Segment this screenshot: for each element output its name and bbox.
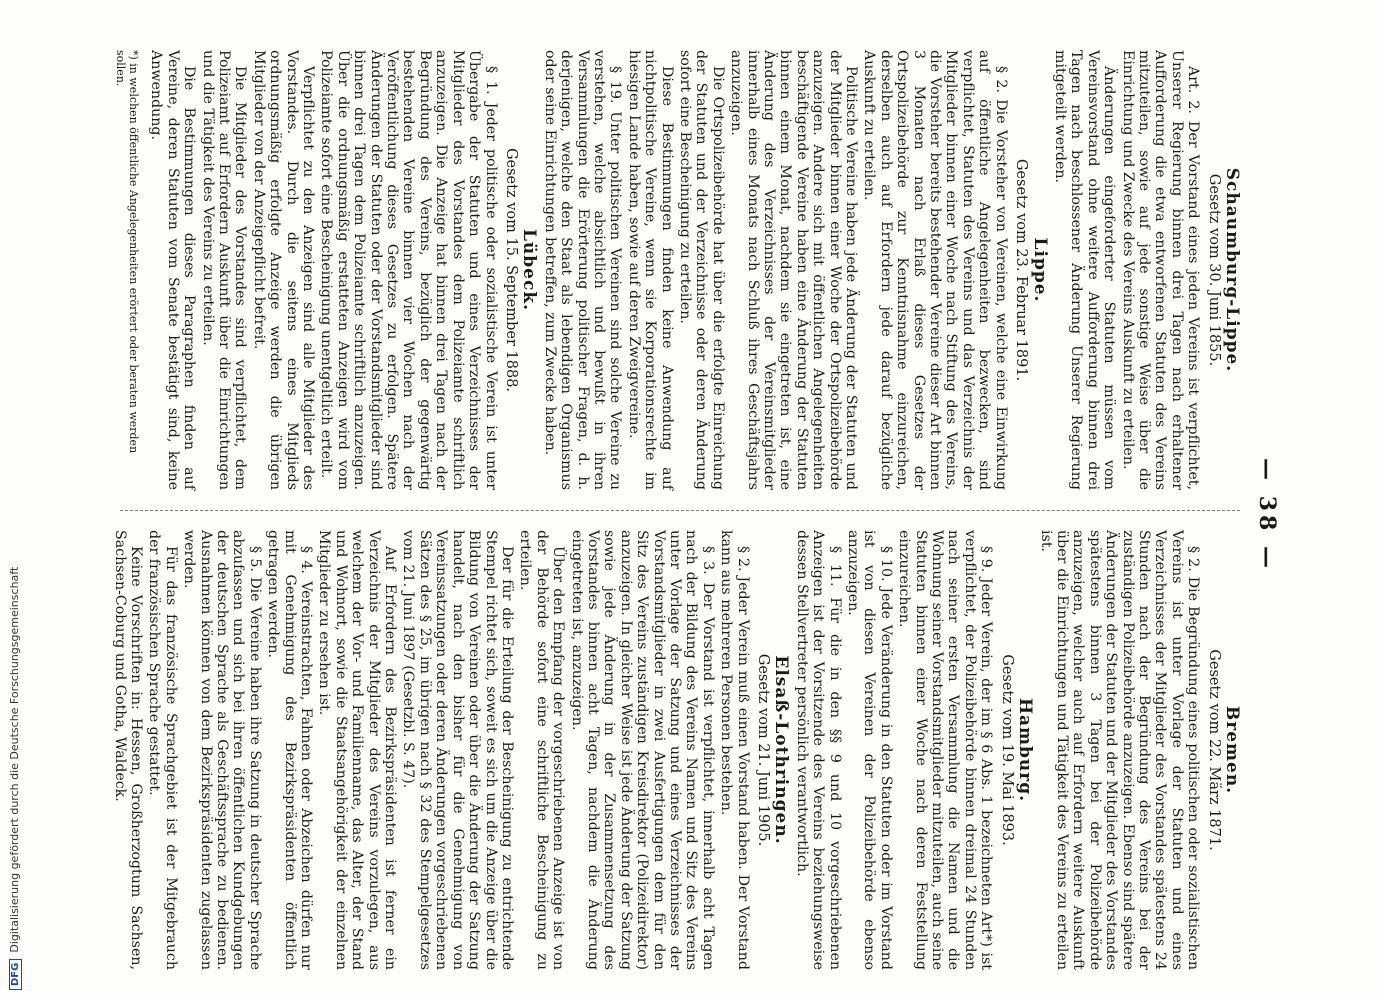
paragraph: Auf Erfordern des Bezirkspräsidenten ist ferner ein Verzeichnis der Mitglieder des Vereins vorzulegen, aus welchem der Vor- und Familienname, das Alter, der Stand und Wohnort, sowie die Staatsangehörigkeit der einzelnen Mitglieder zu ersehen ist.	[316, 530, 399, 970]
paragraph: Über den Empfang der vorgeschriebenen Anzeige ist von der Behörde sofort eine schriftliche Bescheinigung zu erteilen.	[517, 530, 567, 970]
paragraph: Diese Bestimmungen finden keine Anwendung auf nichtpolitische Vereine, wenn sie Korporationsrechte im hiesigen Lande haben, sowie auf deren Zweigvereine.	[625, 50, 675, 490]
column-separator	[120, 510, 1240, 511]
paragraph: Für das französische Sprachgebiet ist der Mitgebrauch der französischen Sprache gestattet.	[146, 530, 179, 970]
rotated-content	[100, 50, 1280, 980]
paragraph: Die Ortspolizeibehörde hat über die erfolgte Einreichung der Statuten und der Verzeichnisse oder deren Änderung sofort eine Bescheinigung zu erteilen.	[677, 50, 726, 490]
paragraph: Keine Vorschriften in: Hessen, Großherzogtum Sachsen, Sachsen-Coburg und Gotha, Waldeck.	[111, 530, 144, 970]
section-title: Lippe.	[1029, 237, 1050, 303]
paragraph: Politische Vereine haben jede Änderung der Statuten und der Mitglieder binnen einer Woche der Ortspolizeibehörde anzuzeigen. Andere sich mit öffentlichen Angelegenheiten beschäftigende Vereine haben eine Änderung der Statuten binnen einem Monat, nachdem sie eingetreten ist, eine Änderung des Verzeichnisses der Vereinsmitglieder innerhalb eines Monats nach Schluß ihres Geschäftsjahrs anzuzeigen.	[728, 50, 860, 490]
section-title: Lübeck.	[519, 228, 540, 312]
law-date: Gesetz vom 30. Juni 1855.	[1205, 173, 1222, 367]
left-column	[146, 50, 1244, 490]
paragraph: Art. 2. Der Vorstand eines jeden Vereins ist verpflichtet, Unserer Regierung binnen drei Tagen nach erhaltener Aufforderung die etwa entworfenen Statuten des Vereins mitzuteilen, sowie auf jede sonstige Weise über die Einrichtung und Zwecke des Vereins Auskunft zu erteilen.	[1119, 50, 1202, 490]
paragraph: § 11. Für die in den §§ 9 und 10 vorgeschriebenen Anzeigen ist der Vorsitzende des Vereins beziehungsweise dessen Stellvertreter persönlich verantwortlich.	[793, 530, 843, 970]
law-date: Gesetz vom 15. September 1888.	[502, 147, 519, 393]
paragraph: § 5. Die Vereine haben ihre Satzung in deutscher Sprache abzufassen und sich bei ihren öffentlichen Kundgebungen der deutschen Sprache als Geschäftssprache zu bedienen. Ausnahmen können von dem Bezirkspräsidenten zugelassen werden.	[181, 530, 263, 970]
law-date: Gesetz vom 21. Juni 1905.	[755, 653, 772, 847]
section-title: Hamburg.	[1015, 697, 1036, 803]
dfg-logo: DFG	[9, 959, 22, 990]
section-title: Bremen.	[1222, 705, 1242, 795]
paragraph: Die Mitglieder des Vorstandes sind verpflichtet, dem Polizeiamt auf Erfordern Auskunft über die Einrichtungen und die Tätigkeit des Vereins zu erteilen.	[199, 50, 249, 490]
law-date: Gesetz vom 19. Mai 1893.	[998, 654, 1015, 846]
paragraph: § 3. Der Vorstand ist verpflichtet, innerhalb acht Tagen nach der Bildung des Vereins Namen und Sitz des Vereins unter Vorlage der Satzung und eines Verzeichnisses der Vorstandsmitglieder in zwei Ausfertigungen dem für den Sitz des Vereins zuständigen Kreisdirektor (Polizeidirektor) anzuzeigen. In gleicher Weise ist jede Änderung der Satzung sowie jede Änderung in der Zusammensetzung des Vorstandes binnen acht Tagen, nachdem die Änderung eingetreten ist, anzuzeigen.	[568, 530, 716, 970]
section-title: Schaumburg-Lippe.	[1222, 167, 1242, 373]
paragraph: Die Bestimmungen dieses Paragraphen finden auf Vereine, deren Statuten vom Senate bestätigt sind, keine Anwendung.	[148, 50, 198, 490]
paragraph: Verpflichtet zu den Anzeigen sind alle Mitglieder des Vorstandes. Durch die seitens eines Mitglieds ordnungsmäßig erfolgte Anzeige werden die übrigen Mitglieder von der Anzeigepflicht befreit.	[250, 50, 317, 490]
footnote: *) in welchen öffentliche Angelegenheiten erörtert oder beraten werden sollen.	[114, 50, 140, 454]
credit-text: Digitalisierung gefördert durch die Deutsche Forschungsgemeinschaft	[8, 566, 21, 953]
page-number: — 38 —	[1254, 458, 1280, 572]
paragraph: § 9. Jeder Verein, der im § 6 Abs. 1 bezeichneten Art*) ist verpflichtet, der Polizeibehörde binnen dreimal 24 Stunden nach seiner ersten Versammlung die Namen und die Wohnung seiner Vorstandsmitglieder mitzuteilen, auch seine Statuten binnen einer Woche nach deren Feststellung einzureichen.	[896, 530, 995, 970]
paragraph: § 10. Jede Veränderung in den Statuten oder im Vorstand ist von diesen Vereinen der Polizeibehörde ebenso anzuzeigen.	[845, 530, 894, 970]
paragraph: Änderungen eingeforderter Statuten müssen vom Vereinsvorstand ohne weitere Aufforderung binnen drei Tagen nach beschlossener Änderung Unserer Regierung mitgeteilt werden.	[1051, 50, 1118, 490]
section-title: Elsaß-Lothringen.	[771, 655, 792, 845]
law-date: Gesetz vom 23. Februar 1891.	[1013, 158, 1030, 382]
paragraph: § 1. Jeder politische oder sozialistische Verein ist unter Übergabe der Statuten und eines Verzeichnisses der Mitglieder des Vorstandes dem Polizeiamte schriftlich anzuzeigen. Die Anzeige hat binnen drei Tagen nach der Begründung des Vereins, bezüglich der gegenwärtig bestehenden Vereine binnen vier Wochen nach der Veröffentlichung dieses Gesetzes zu erfolgen. Spätere Änderungen der Statuten oder der Vorstandsmitglieder sind binnen drei Tagen dem Polizeiamte schriftlich anzuzeigen. Über die ordnungsmäßig erstatteten Anzeigen wird vom Polizeiamte sofort eine Bescheinigung unentgeltlich erteilt.	[318, 50, 499, 490]
law-date: Gesetz vom 22. März 1871.	[1205, 649, 1222, 851]
paragraph: § 19. Unter politischen Vereinen sind solche Vereine zu verstehen, welche absichtlich und bewußt in ihren Versammlungen die Erörterung politischer Fragen, d. h. derjenigen, welche den Staat als lebendigen Organismus oder seine Einrichtungen betreffen, zum Zwecke haben.	[541, 50, 624, 490]
digitization-credit	[8, 567, 22, 990]
paragraph: Der für die Erteilung der Bescheinigung zu entrichtende Stempel richtet sich, soweit es sich um die Anzeige über die Bildung von Vereinen oder über die Änderung der Satzung handelt, nach den bisher für die Genehmigung von Vereinssatzungen oder deren Änderungen vorgeschriebenen Sätzen des § 25, im übrigen nach § 32 des Stempelgesetzes vom 21. Juni 1897 (Gesetzbl. S. 47).	[400, 530, 515, 970]
paragraph: § 2. Die Vorsteher von Vereinen, welche eine Einwirkung auf öffentliche Angelegenheiten bezwecken, sind verpflichtet, Statuten des Vereins und das Verzeichnis der Mitglieder binnen einer Woche nach Stiftung des Vereins, die Vorsteher bereits bestehender Vereine dieser Art binnen 3 Monaten nach Erlaß dieses Gesetzes der Ortspolizeibehörde zur Kenntnisnahme einzureichen, derselben auch auf Erfordern jede darauf bezügliche Auskunft zu erteilen.	[861, 50, 1009, 490]
paragraph: § 4. Vereinstrachten, Fahnen oder Abzeichen dürfen nur mit Genehmigung des Bezirkspräsidenten öffentlich getragen werden.	[265, 530, 315, 970]
paragraph: § 2. Jeder Verein muß einen Vorstand haben. Der Vorstand kann aus mehreren Personen bestehen.	[718, 530, 751, 970]
paragraph: § 2. Die Begründung eines politischen oder sozialistischen Vereins ist unter Vorlage der Statuten und eines Verzeichnisses der Mitglieder des Vorstandes spätestens 24 Stunden nach der Begründung des Vereins bei der zuständigen Polizeibehörde anzuzeigen. Ebenso sind spätere Änderungen der Statuten und der Mitglieder des Vorstandes spätestens binnen 3 Tagen bei der Polizeibehörde anzuzeigen, welcher auch auf Erfordern weitere Auskunft über die Einrichtungen und Tätigkeit des Vereins zu erteilen ist.	[1037, 530, 1202, 970]
right-column	[109, 530, 1244, 970]
